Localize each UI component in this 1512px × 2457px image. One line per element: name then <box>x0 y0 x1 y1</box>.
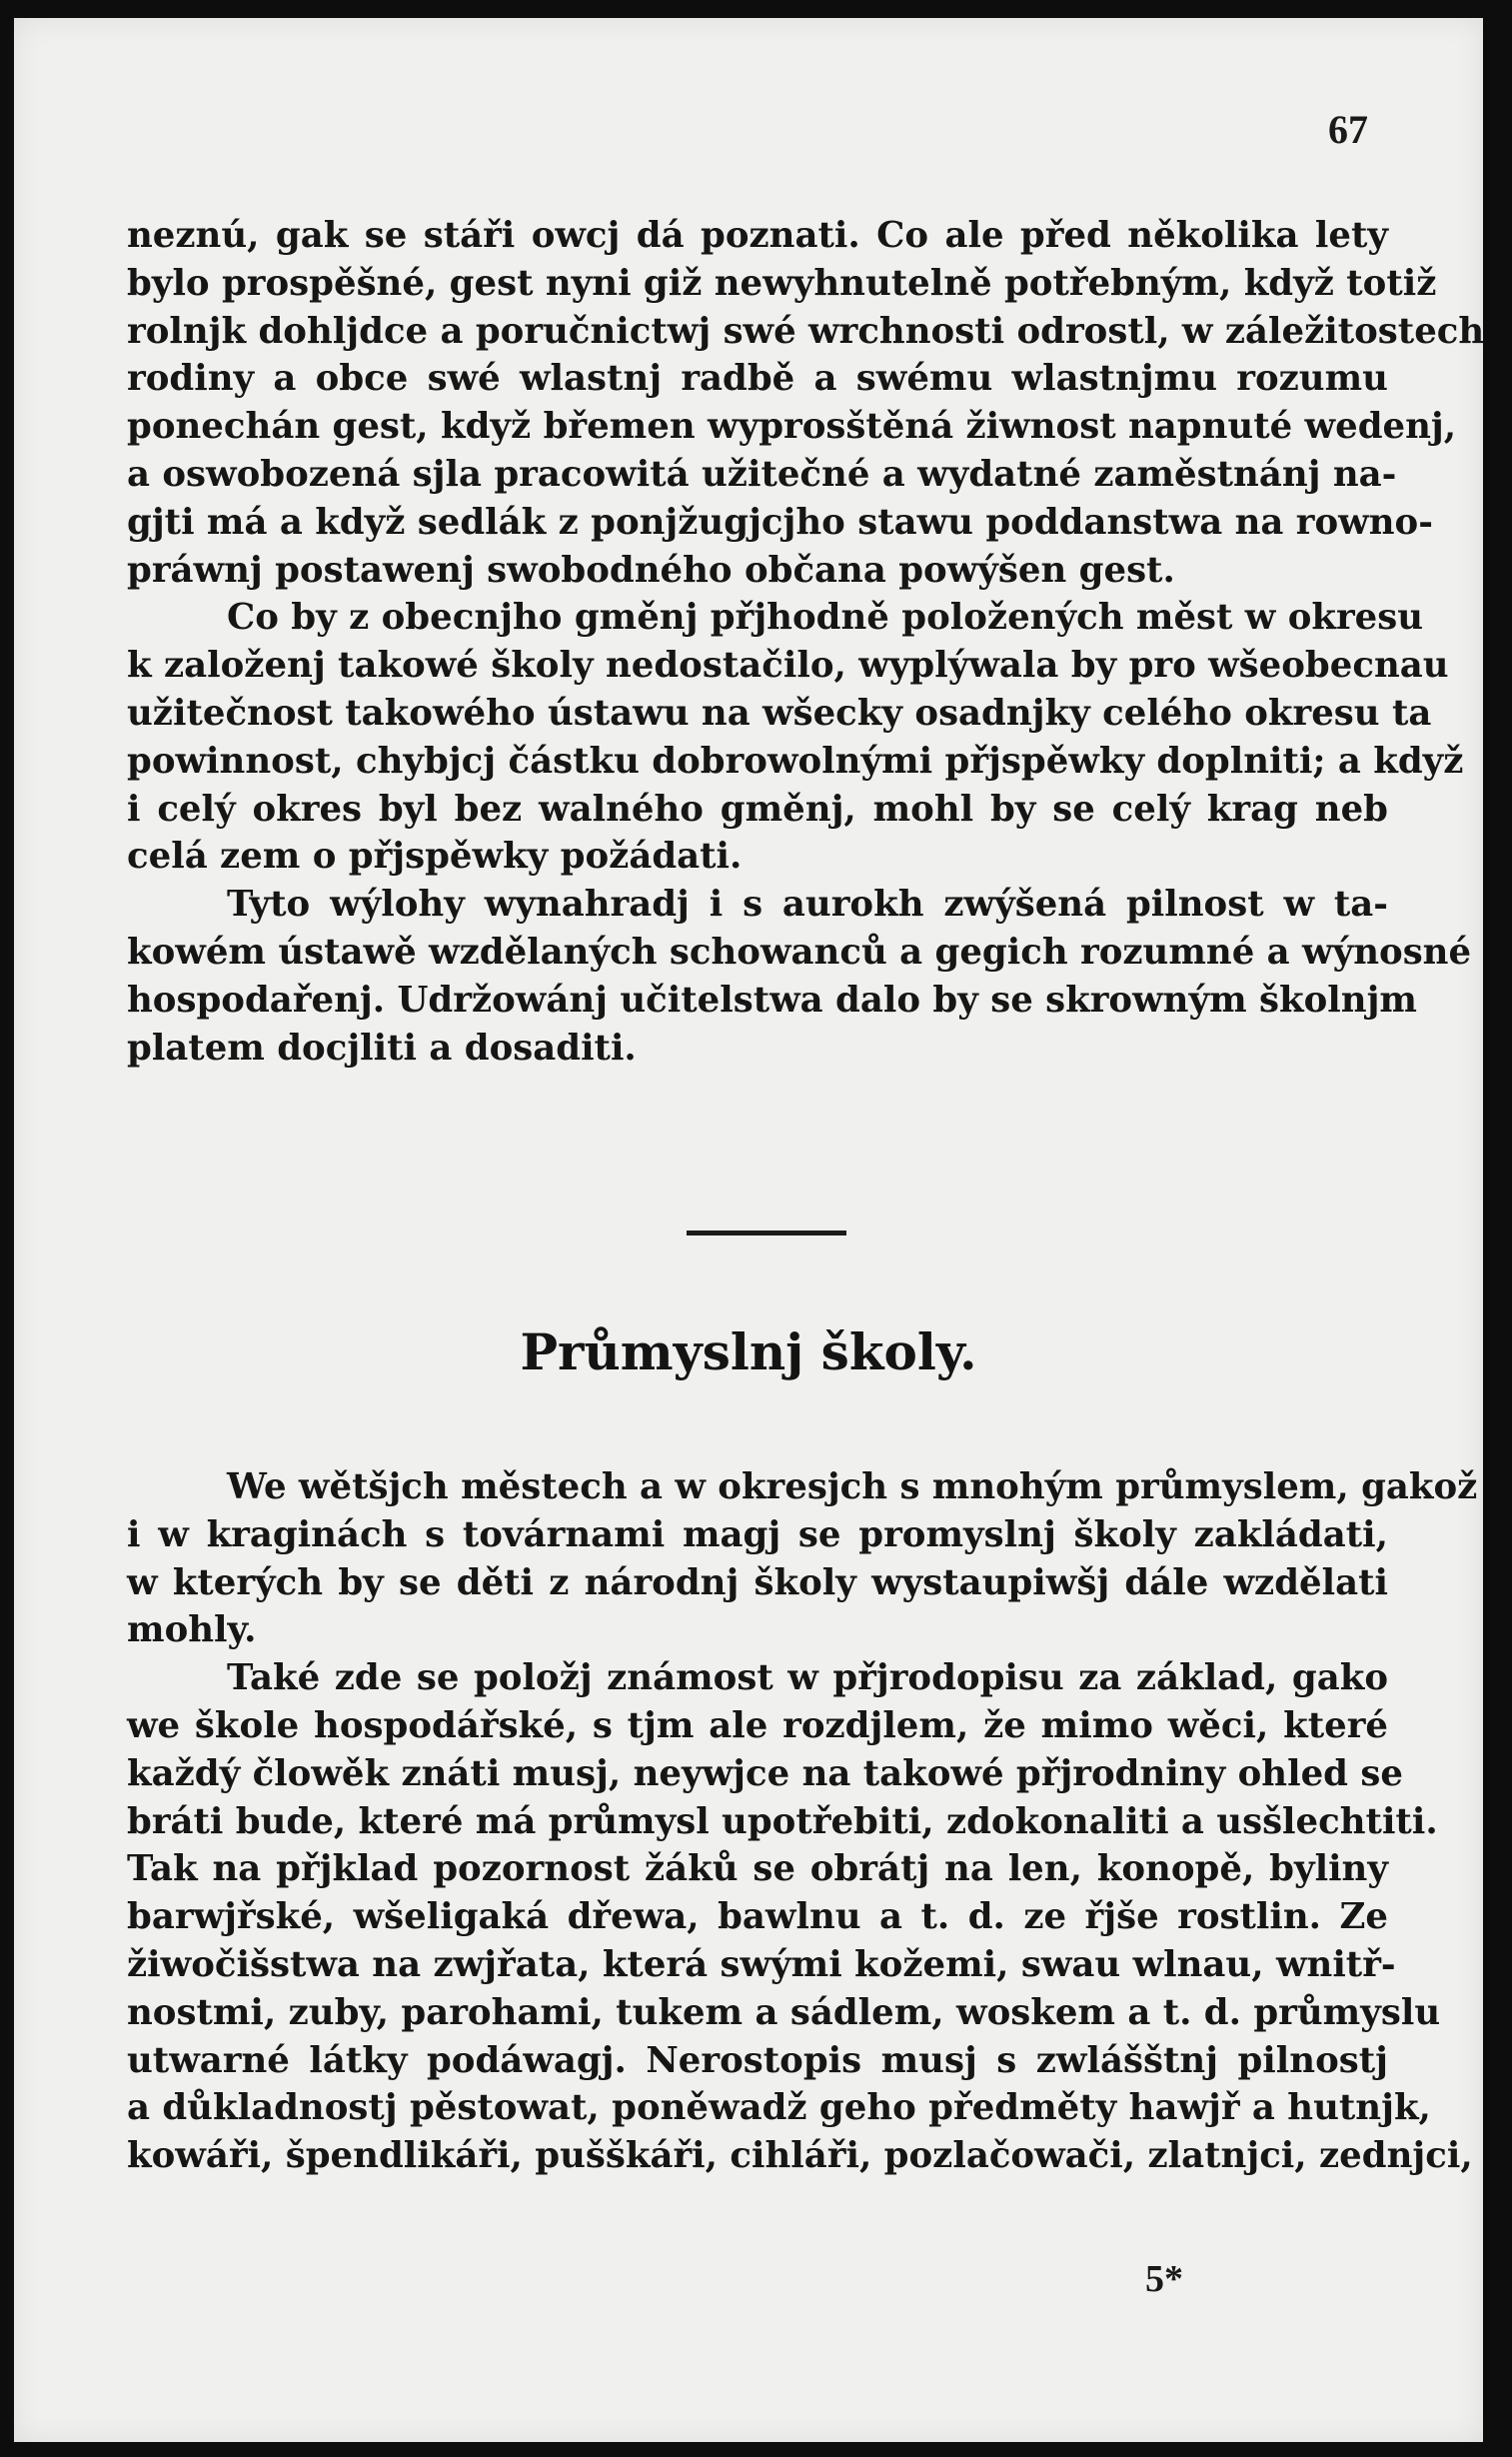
text-line: užitečnost takowého ústawu na wšecky osadnjky celého okresu ta <box>127 692 1432 734</box>
text-line: ponechán gest, když břemen wyprosštěná žiwnost napnuté wedenj, <box>127 406 1457 448</box>
signature-mark: 5* <box>1145 2258 1183 2300</box>
text-line: gjti má a když sedlák z ponjžugjcjho stawu poddanstwa na rowno- <box>127 501 1433 543</box>
text-line: bráti bude, které má průmysl upotřebiti, zdokonaliti a usšlechtiti. <box>127 1800 1438 1842</box>
text-line: Co by z obecnjho gměnj přjhodně položených měst w okresu <box>227 597 1424 639</box>
text-line: každý člowěk znáti musj, neywjce na takowé přjrodniny ohled se <box>127 1752 1403 1794</box>
section-heading: Průmyslnj školy. <box>520 1322 977 1381</box>
text-line: we škole hospodářské, s tjm ale rozdjlem, že mimo wěci, které <box>127 1704 1388 1746</box>
text-line: Tak na přjklad pozornost žáků se obrátj na len, konopě, byliny <box>127 1848 1388 1890</box>
text-line: We wětšjch městech a w okresjch s mnohým průmyslem, gakož <box>227 1466 1478 1507</box>
text-line: barwjřské, wšeligaká dřewa, bawlnu a t. d. ze řjše rostlin. Ze <box>127 1896 1388 1938</box>
text-line: utwarné látky podáwagj. Nerostopis musj s zwlášštnj pilnostj <box>127 2039 1388 2081</box>
text-line: práwnj postawenj swobodného občana powýšen gest. <box>127 549 1175 591</box>
text-line: i celý okres byl bez walného gměnj, mohl by se celý krag neb <box>127 788 1388 830</box>
text-line: rodiny a obce swé wlastnj radbě a swému wlastnjmu rozumu <box>127 358 1388 400</box>
text-line: žiwočišstwa na zwjřata, která swými kožemi, swau wlnau, wnitř- <box>127 1943 1396 1985</box>
text-line: celá zem o přjspěwky požádati. <box>127 836 743 878</box>
text-line: kowáři, špendlikáři, pušškáři, cihláři, pozlačowači, zlatnjci, zednjci, <box>127 2135 1473 2177</box>
text-line: rolnjk dohljdce a poručnictwj swé wrchnosti odrostl, w záležitostech <box>127 310 1485 352</box>
text-line: neznú, gak se stáři owcj dá poznati. Co ale před několika lety <box>127 215 1388 256</box>
text-line: powinnost, chybjcj částku dobrowolnými přjspěwky doplniti; a když <box>127 740 1464 782</box>
text-line: Tyto wýlohy wynahradj i s aurokh zwýšená pilnost w ta- <box>227 884 1388 926</box>
text-line: a oswobozená sjla pracowitá užitečné a wydatné zaměstnánj na- <box>127 453 1397 495</box>
text-line: i w kraginách s továrnami magj se promyslnj školy zakládati, <box>127 1513 1388 1555</box>
book-page <box>14 18 1483 2442</box>
page-number: 67 <box>1328 107 1368 152</box>
text-line: bylo prospěšné, gest nyni giž newyhnutelně potřebným, když totiž <box>127 262 1437 304</box>
text-line: platem docjliti a dosaditi. <box>127 1027 637 1069</box>
text-line: k založenj takowé školy nedostačilo, wyplýwala by pro wšeobecnau <box>127 645 1449 687</box>
paragraph-block-upper <box>127 212 1485 1072</box>
text-line: a důkladnostj pěstowat, poněwadž geho předměty hawjř a hutnjk, <box>127 2087 1431 2129</box>
text-line: Také zde se položj známost w přjrodopisu za základ, gako <box>227 1657 1388 1699</box>
text-line: mohly. <box>127 1609 257 1651</box>
text-line: nostmi, zuby, parohami, tukem a sádlem, woskem a t. d. průmyslu <box>127 1991 1441 2033</box>
paragraph-block-lower <box>127 1463 1478 2180</box>
text-line: hospodařenj. Udržowánj učitelstwa dalo by se skrowným školnjm <box>127 979 1417 1021</box>
section-divider <box>687 1230 846 1235</box>
text-line: w kterých by se děti z národnj školy wystaupiwšj dále wzdělati <box>127 1561 1388 1603</box>
text-line: kowém ústawě wzdělaných schowanců a gegich rozumné a wýnosné <box>127 931 1472 973</box>
